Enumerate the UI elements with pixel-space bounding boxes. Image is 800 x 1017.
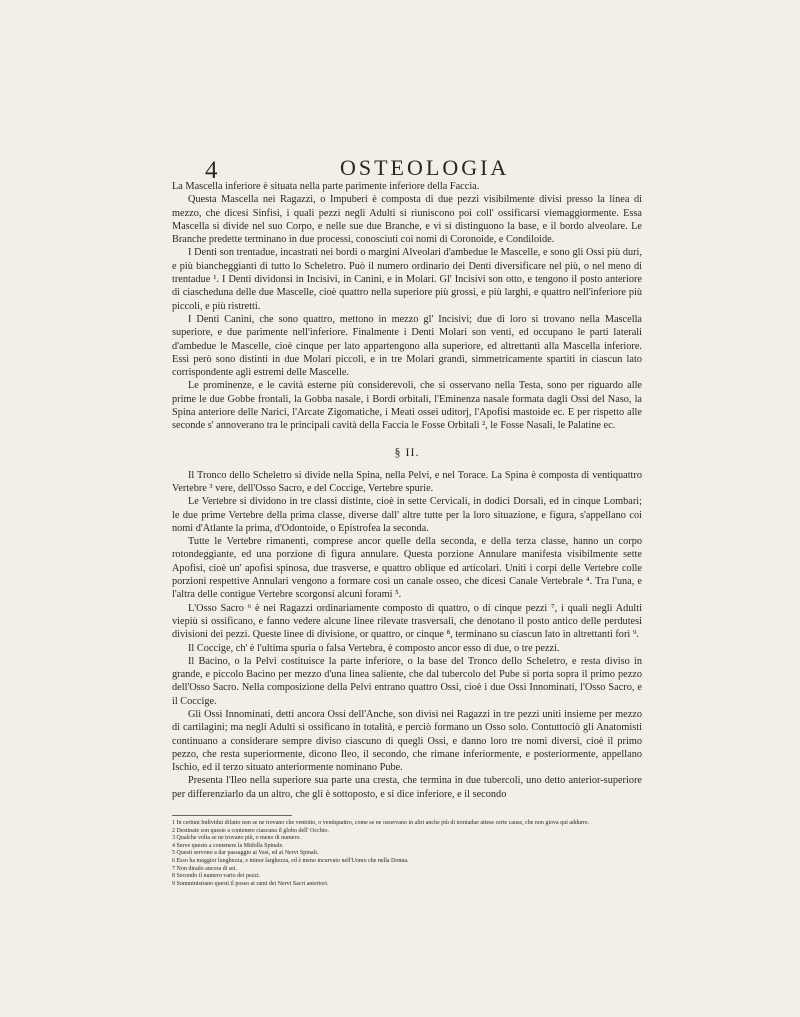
- running-head: OSTEOLOGIA: [340, 155, 510, 180]
- footnote: 8 Secondo il numero vario dei pezzi.: [172, 873, 261, 880]
- paragraph: Tutte le Vertebre rimanenti, comprese ancor quelle della seconda, e della terza classe, hanno un corpo rotondeggiante, ed una porzione di figura annulare. Questa porzione Annulare manifesta visibilmente sette Apofisi, cioè un' apofisi spinosa, due trasverse, e quattro oblique ed articolari. Uniti i corpi delle Vertebre colle porzioni respettive Annulari vengono a formare così un canale osseo, che dicesi Canale Vertebrale ⁴. Tra l'una, e l'altra delle contigue Vertebre scorgonsi alcuni forami ⁵.: [172, 536, 642, 601]
- footnote: 3 Qualche volta se ne trovano più, o meno di numero.: [172, 835, 301, 842]
- page-number: 4: [205, 157, 218, 184]
- paragraph: Il Bacino, o la Pelvi costituisce la parte inferiore, o la base del Tronco dello Scheletro, e resta diviso in grande, e piccolo Bacino per mezzo d'una linea saliente, che dal tubercolo del Pube si porta sopra il primo pezzo dell'Osso Sacro. Nella composizione della Pelvi entrano quattro Ossi, cioè i due Ossi Innominati, l'Osso Sacro, e il Coccige.: [172, 655, 642, 707]
- paragraph: Il Tronco dello Scheletro si divide nella Spina, nella Pelvi, e nel Torace. La Spina è composta di ventiquattro Vertebre ³ vere, dell'Osso Sacro, e del Coccige, Vertebre spurie.: [172, 469, 642, 494]
- paragraph: Il Coccige, ch' è l'ultima spuria o falsa Vertebra, è composto ancor esso di due, o tre pezzi.: [188, 642, 560, 654]
- paragraph: Questa Mascella nei Ragazzi, o Impuberi è composta di due pezzi visibilmente divisi presso la linea di mezzo, che dicesi Sinfisi, i quali pezzi negli Adulti si riuniscono poi coll' ossificarsi viemaggiormente. Essa Mascella si divide nel suo Corpo, e nelle sue due Branche, e vi si distinguono la base, e il bordo alveolare. Le Branche predette terminano in due processi, conosciuti coi nomi di Coronoide, e Condiloide.: [172, 194, 642, 246]
- paragraph: La Mascella inferiore è situata nella parte parimente inferiore della Faccia.: [172, 181, 480, 192]
- footnote-divider: [172, 815, 292, 816]
- footnote: 6 Esso ha maggior lunghezza, e minor larghezza, ed è meno incurvato nell'Uomo che nella Donna.: [172, 858, 409, 865]
- footnote: 1 In certuni Individui difatto non se ne trovano che ventotto, o ventiquattro, come se ne osservano in altri anche più di trentadue attese certe cause, che non giova qui addurre.: [172, 820, 590, 827]
- footnote: 9 Somministrano questi il posso ai rami dei Nervi Sacri anteriori.: [172, 880, 329, 887]
- section-heading: § II.: [394, 444, 420, 459]
- paragraph: I Denti Canini, che sono quattro, mettono in mezzo gl' Incisivi; due di loro si trovano nella Mascella superiore, e due parimente nell'inferiore. Finalmente i Denti Molari son venti, ed occupano le parti laterali d'ambedue le Mascelle, cioè cinque per lato appartengono alla superiore, ed altrettanti alla Mascella inferiore. Essi però sono distinti in due Molari piccoli, e in tre Molari grandi, simmetricamente spartiti in ciascun lato corrispondente agli estremi delle Mascelle.: [172, 313, 642, 379]
- body-text: [172, 180, 642, 888]
- footnote: 5 Questi servono a dar passaggio ai Vasi, ed ai Nervi Spinali.: [172, 850, 319, 857]
- footnote: 2 Destinate son queste a contenere ciascuna il globo dell' Occhio.: [172, 827, 329, 834]
- paragraph: Le Vertebre si dividono in tre classi distinte, cioè in sette Cervicali, in dodici Dorsali, ed in cinque Lombari; le due prime Vertebre della prima classe, diverse dall' altre tutte per la loro situazione, e figura, s'appellano coi nomi d'Atlante la prima, d'Odontoide, o Epistrofea la seconda.: [172, 496, 642, 534]
- paragraph: Presenta l'Ileo nella superiore sua parte una cresta, che termina in due tubercoli, uno detto anterior-superiore per differenziarlo da un altro, che gli è sottoposto, e si dice inferiore, e il secondo: [172, 775, 642, 800]
- paragraph: Gli Ossi Innominati, detti ancora Ossi dell'Anche, son divisi nei Ragazzi in tre pezzi uniti insieme per mezzo di cartilagini; ma negli Adulti si ossificano in totalità, e perciò formano un Osso solo. Contuttociò gli Anatomisti continuano a considerare sempre diviso ciascuno di quegli Ossi, e danno loro tre nomi diversi, cioè il primo pezzo, che resta superiormente, dicono Ileo, il secondo, che rimane inferiormente, e posteriormente, appellano Ischio, ed il terzo situato anteriormente nominano Pube.: [172, 708, 642, 774]
- paragraph: I Denti son trentadue, incastrati nei bordi o margini Alveolari d'ambedue le Mascelle, e sono gli Ossi più duri, e più biancheggianti di tutto lo Scheletro. Può il numero ordinario dei Denti diversificare nel più, o nel meno di trentadue ¹. I Denti dividonsi in Incisivi, in Canini, e in Molari. Gl' Incisivi son otto, e tengono il posto anteriore di ciascheduna delle due Mascelle, cioè quattro nella superiore più grossi, e più larghi, e quattro nell'inferiore più piccoli, e più ristretti.: [172, 247, 642, 312]
- paragraph: Le prominenze, e le cavità esterne più considerevoli, che si osservano nella Testa, sono per riguardo alle prime le due Gobbe frontali, la Gobba nasale, i Bordi orbitali, l'Eminenza nasale formata dagli Ossi del Naso, la Spina anteriore delle Narici, l'Arcate Zigomatiche, i Meati ossei uditorj, l'Apofisi mastoide ec. E per rispetto alle seconde s' annoverano tra le principali cavità della Faccia le Fosse Orbitali ², le Fosse Nasali, le Palatine ec.: [172, 380, 642, 432]
- paragraph: L'Osso Sacro ⁶ è nei Ragazzi ordinariamente composto di quattro, o di cinque pezzi ⁷, i quali negli Adulti viepiù si ossificano, e fanno vedere alcune linee rilevate trasversali, che denotano il posto antico delle perdutesi divisioni dei pezzi. Queste linee di divisione, or quattro, or cinque ⁸, terminano su ciascun lato in altrettanti fori ⁹.: [172, 602, 642, 641]
- footnote: 7 Non dirado ancora di sei.: [172, 865, 237, 872]
- footnote: 4 Serve questo a contenere la Midolla Spinale.: [172, 842, 284, 849]
- footnotes: [172, 820, 642, 888]
